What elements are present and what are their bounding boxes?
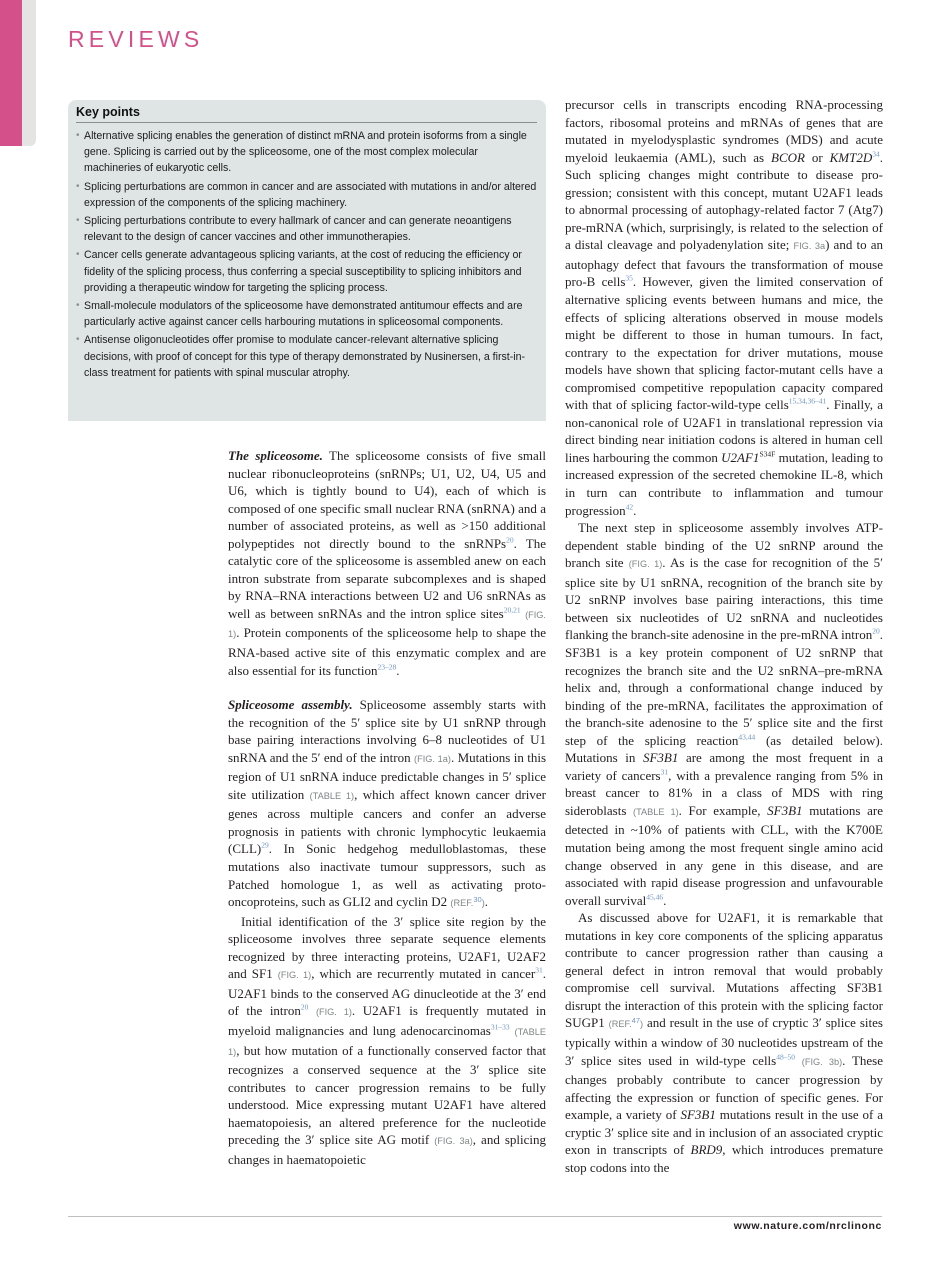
key-point-item: • Small-molecule modulators of the spliceosome have demonstrated antitumour effects and are particularly active against cancer cells harbouring mutations in spliceosomal components. bbox=[76, 300, 523, 329]
subheading-spliceosome: The spliceosome. bbox=[228, 448, 323, 463]
citation-link[interactable]: 20,21 bbox=[503, 605, 521, 615]
citation-link[interactable]: 20 bbox=[300, 1003, 309, 1013]
key-point-item: • Antisense oligonucleotides offer promise to modulate cancer-relevant alternative splicing decisions, with proof of concept for this type of therapy demonstrated by Nusinersen, a first-in-class treatment for patients with spinal muscular atrophy. bbox=[76, 334, 526, 379]
table-reference-link[interactable]: (TABLE 1) bbox=[309, 790, 355, 801]
citation-link[interactable]: 29 bbox=[261, 841, 269, 851]
footer-journal-url[interactable]: www.nature.com/nrclinonc bbox=[733, 1220, 882, 1232]
citation-link[interactable]: 42 bbox=[625, 502, 634, 512]
citation-link[interactable]: 20 bbox=[506, 535, 514, 545]
section-label: REVIEWS bbox=[68, 26, 204, 52]
mutation-superscript: S34F bbox=[759, 449, 776, 459]
paragraph-spliceosome: The spliceosome. The spliceosome consists of five small nuclear ribonucleoproteins (snRNPs; U1, U2, U4, U5 and U6, which is tightly bound to U4), each of which is composed of one specific small nuclear RNA (snRNA) and a number of associated proteins, as well as >150 additional polypeptides not directly bound to the snRNPs$^{20}$. The catalytic core of the spliceosome is assembled anew on each intron substrate from separate subcomplexes and is shaped by RNA–RNA interactions between U2 and U6 snRNAs as well as between snRNAs and the intron splice sites$^{20,21}$ (FIG. 1). Protein components of the spliceosome help to shape the RNA-based active site of this enzymatic complex and are also essential for its function$^{23-28}$. bbox=[228, 448, 546, 678]
bullet-icon: • bbox=[76, 130, 80, 141]
footer-divider bbox=[68, 1216, 882, 1217]
gene-name: BRD9 bbox=[690, 1142, 723, 1158]
citation-link[interactable]: 43,44 bbox=[738, 732, 756, 742]
key-point-item: • Splicing perturbations are common in cancer and are associated with mutations in and/or altered expression of the components of the splicing machinery. bbox=[76, 180, 537, 209]
figure-reference-link[interactable]: (FIG. 1a) bbox=[414, 753, 451, 764]
citation-link[interactable]: 45,46 bbox=[646, 892, 664, 902]
table-reference-link[interactable]: (TABLE 1) bbox=[228, 1026, 546, 1057]
gene-name: KMT2D bbox=[829, 149, 873, 165]
gene-name: SF3B1 bbox=[767, 802, 803, 818]
figure-reference-link[interactable]: (FIG. 3a) bbox=[434, 1136, 473, 1147]
gene-name: SF3B1 bbox=[642, 750, 679, 766]
bullet-icon: • bbox=[76, 180, 80, 192]
figure-reference-link[interactable]: (FIG. 3b) bbox=[801, 1056, 843, 1067]
citation-link[interactable]: 15,34,36–41 bbox=[788, 396, 827, 406]
citation-link[interactable]: 31–33 bbox=[490, 1022, 510, 1032]
paragraph-u2af1-continued: precursor cells in transcripts encoding RNA-processing factors, ribosomal proteins and mRNAs of genes that are mutated in myelodysplastic syndromes (MDS) and acute myeloid leukaemia (AML), such as BCOR or KMT2D$^{34}$. Such splicing changes might contribute to disease progression; consistent with this concept, mutant U2AF1 leads to abnormal processing of autophagy-related factor 7 (Atg7) pre-mRNA (which, surprisingly, is related to the selection of a distal cleavage and polyadenylation site; FIG. 3a) and to an autophagy defect that favours the transformation of mouse pro-B cells$^{35}$. However, given the limited conservation of alternative splicing events between humans and mice, the effects of splicing alterations observed in mouse models might be different to those in human tumours. In fact, contrary to the expectation for driver mutations, mouse models have shown that splicing factor-mutant cells have a compromised competitive repopulation capacity compared with that of splicing factor-wild-type cells$^{15,34,36-41}$. Finally, a non-canonical role of U2AF1 in translational repression via direct binding near initiation codons is altered in human cell lines harbouring the common $U2AF1^{S34F}$ mutation, leading to increased expression of the secreted chemokine IL-8, which in turn can contribute to inflammation and tumour progression$^{42}$. bbox=[565, 97, 884, 518]
bullet-icon: • bbox=[76, 249, 80, 261]
figure-reference-link[interactable]: (FIG. 1) bbox=[277, 970, 312, 981]
body-column-right bbox=[565, 96, 883, 1176]
paragraph-u2-snrnp: The next step in spliceosome assembly involves ATP-dependent stable binding of the U2 snRNP around the branch site (FIG. 1). As is the case for recognition of the 5′ splice site by U1 snRNA, recognition of the branch site by U2 snRNP involves base pairing interactions, this time between six nucleotides of U2 snRNA and nucleotides flanking the branch-site adenosine in the pre-mRNA intron$^{20}$. SF3B1 is a key protein component of U2 snRNP that recognizes the branch site and the U2 snRNA–pre-mRNA helix and, through a conformational change induced by binding of the pre-mRNA, facilitates the approximation of the branch-site adenosine to the 5′ splice site and the first step of the splicing reaction$^{43,44}$ (as detailed below). Mutations in SF3B1 are among the most frequent in a variety of cancers$^{31}$, with a prevalence ranging from 5% in breast cancer to 81% in a class of MDS with ring sideroblasts (TABLE 1). For example, SF3B1 mutations are detected in ~10% of patients with CLL, with the K700E mutation being among the most frequent single amino acid change observed in any gene in this disease, and are associated with rapid disease progression and unfavourable overall survival$^{45,46}$. bbox=[565, 520, 883, 908]
ref-reference-link[interactable]: (REF.$^{30}$) bbox=[450, 895, 485, 909]
bullet-icon: • bbox=[76, 334, 80, 346]
key-points-title: Key points bbox=[76, 105, 537, 123]
key-point-item: • Cancer cells generate advantageous splicing variants, at the cost of reducing the efficiency or fidelity of the splicing process, thus conferring a special susceptibility to splicing inhibitors and providing a therapeutic window for targeting the splicing process. bbox=[76, 249, 522, 294]
paragraph-spliceosome-assembly: Spliceosome assembly. Spliceosome assembly starts with the recognition of the 5′ splice site by U1 snRNP through base pairing interactions involving 6–8 nucleotides of U1 snRNA and the 5′ end of the intron (FIG. 1a). Mutations in this region of U1 snRNA induce predictable changes in 5′ splice site utilization (TABLE 1), which affect known cancer driver genes across multiple cancers and confer an adverse prognosis in patients with chronic lymphocytic leukaemia (CLL)$^{29}$. In Sonic hedgehog medulloblastomas, these mutations also inactivate tumour suppressors, such as Patched homologue 1, as well as activating proto-oncoproteins, such as GLI2 and cyclin D2 (REF.$^{30}$). bbox=[228, 697, 547, 910]
paragraph-core-components: As discussed above for U2AF1, it is remarkable that mutations in key core components of the splicing apparatus contribute to cancer progression rather than causing a general defect in intron removal that would probably compromise cell survival. Mutations affecting SF3B1 disrupt the interaction of this protein with the splicing factor SUGP1 (REF.$^{47}$) and result in the use of cryptic 3′ splice sites typically within a window of 30 nucleotides upstream of the 3′ splice sites used in wild-type cells$^{48-50}$ (FIG. 3b). These changes probably contribute to cancer progression by affecting the expression or function of specific genes. For example, a variety of SF3B1 mutations result in the use of a cryptic 3′ splice site and in inclusion of an associated cryptic exon in transcripts of BRD9, which introduces premature stop codons into the bbox=[565, 910, 883, 1175]
citation-link[interactable]: 48–50 bbox=[776, 1052, 795, 1062]
table-reference-link[interactable]: (TABLE 1) bbox=[633, 806, 679, 817]
ref-reference-link[interactable]: (REF.$^{47}$) bbox=[608, 1016, 644, 1030]
figure-reference-link[interactable]: (FIG. 1) bbox=[628, 559, 663, 570]
gene-name: BCOR bbox=[771, 149, 805, 165]
key-points-list bbox=[76, 128, 537, 381]
citation-link[interactable]: 31 bbox=[535, 965, 543, 975]
citation-link[interactable]: 20 bbox=[872, 627, 880, 637]
key-points-box bbox=[68, 100, 546, 421]
citation-link[interactable]: 23–28 bbox=[377, 662, 397, 672]
bullet-icon: • bbox=[76, 300, 80, 312]
citation-link[interactable]: 35 bbox=[625, 274, 633, 284]
figure-reference-link[interactable]: (FIG. 1) bbox=[315, 1007, 352, 1018]
citation-link[interactable]: 31 bbox=[660, 767, 669, 777]
citation-link[interactable]: 34 bbox=[872, 149, 880, 159]
bullet-icon: • bbox=[76, 215, 80, 227]
side-tab-accent bbox=[0, 0, 22, 146]
gene-name: U2AF1 bbox=[721, 449, 760, 465]
paragraph-3prime-splice-site: Initial identification of the 3′ splice site region by the spliceosome involves three separate sequence elements recognized by three interacting proteins, U2AF1, U2AF2 and SF1 (FIG. 1), which are recurrently mutated in cancer$^{31}$. U2AF1 binds to the conserved AG dinucleotide at the 3′ end of the intron$^{20}$ (FIG. 1). U2AF1 is frequently mutated in myeloid malignancies and lung adenocarcinomas$^{31-33}$ (TABLE 1), but how mutation of a functionally conserved factor that recognizes a conserved sequence at the 3′ splice site contributes to cancer progression remains to be fully understood. Mice expressing mutant U2AF1 have altered haematopoiesis, an altered preference for the nucleotide preceding the 3′ splice site AG motif (FIG. 3a), and splicing changes in haematopoietic bbox=[228, 913, 547, 1167]
figure-reference-link[interactable]: FIG. 3a bbox=[793, 241, 826, 252]
figure-reference-link[interactable]: (FIG. 1) bbox=[228, 609, 546, 640]
key-point-item: • Alternative splicing enables the generation of distinct mRNA and protein isoforms from a single gene. Splicing is carried out by the spliceosome, one of the most complex molecular machineries of eukaryotic cells. bbox=[76, 130, 527, 175]
key-point-item: • Splicing perturbations contribute to every hallmark of cancer and can generate neoantigens relevant to the design of cancer vaccines and other immunotherapies. bbox=[76, 215, 512, 244]
body-column-left bbox=[228, 447, 546, 1168]
subheading-spliceosome-assembly: Spliceosome assembly. bbox=[228, 697, 353, 713]
gene-name: SF3B1 bbox=[680, 1107, 716, 1123]
